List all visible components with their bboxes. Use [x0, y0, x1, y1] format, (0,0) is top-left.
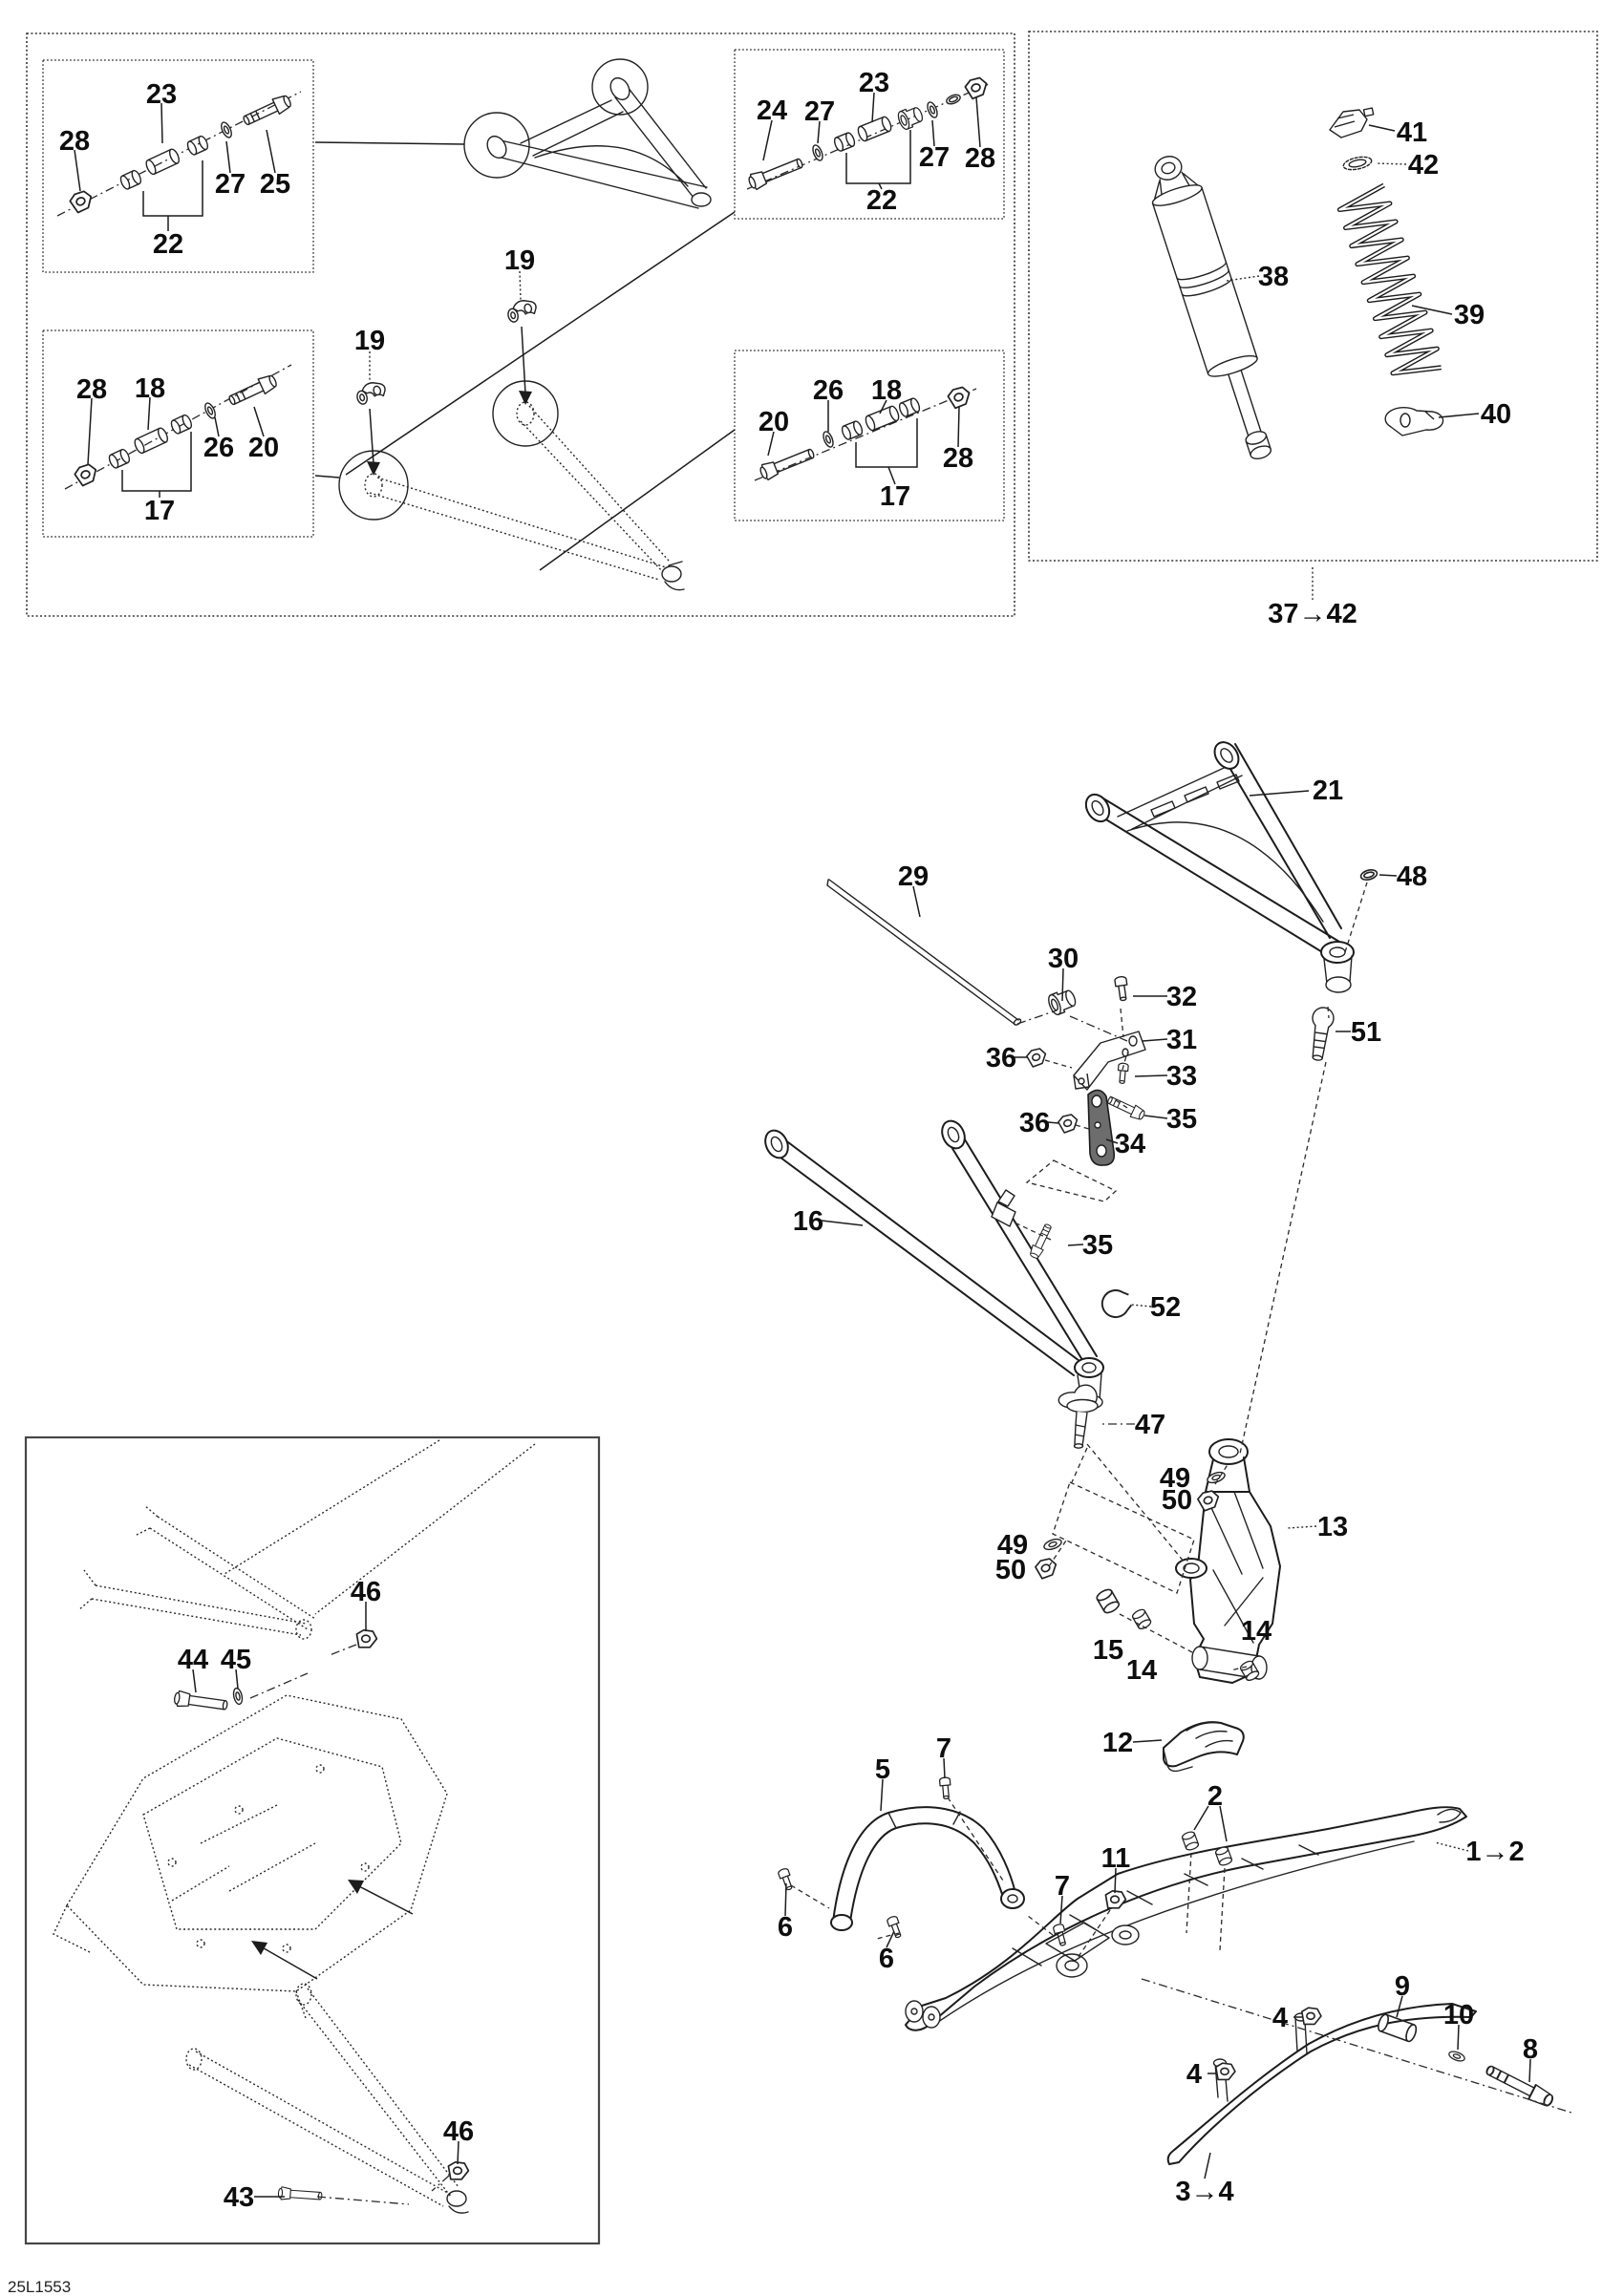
- part-label-36: 36: [985, 1043, 1017, 1074]
- part-label-52: 52: [1149, 1292, 1182, 1323]
- spacer-9: [1377, 2013, 1419, 2043]
- part-label-17: 17: [143, 496, 176, 526]
- lower-a-arm-top-left: [339, 381, 684, 590]
- nut-36b: [1058, 1113, 1080, 1134]
- nut-4a: [1302, 2008, 1321, 2024]
- part-label-32: 32: [1165, 982, 1198, 1012]
- nut-36a: [1026, 1047, 1049, 1068]
- part-label-17: 17: [879, 481, 911, 512]
- part-label-49: 49: [996, 1530, 1029, 1561]
- frame-lower-arm-ghost: [186, 1984, 468, 2213]
- part-label-36: 36: [1018, 1108, 1051, 1138]
- part-label-19: 19: [353, 326, 386, 356]
- bushing-15: [1095, 1587, 1121, 1615]
- part-label-46: 46: [442, 2116, 475, 2147]
- spring-cap: [1330, 108, 1374, 138]
- washer-45: [232, 1688, 244, 1705]
- part-label-26: 26: [812, 375, 844, 406]
- part-label-28: 28: [964, 143, 996, 174]
- part-label-49: 49: [1159, 1463, 1191, 1494]
- spring-adjuster-ring: [1342, 155, 1373, 172]
- part-label-13: 13: [1316, 1512, 1349, 1542]
- washer-10: [1448, 2050, 1466, 2063]
- part-label-24: 24: [756, 96, 788, 126]
- shock-panel: [1029, 32, 1597, 561]
- part-label-50: 50: [994, 1555, 1027, 1585]
- part-label-34: 34: [1114, 1129, 1146, 1159]
- upper-a-arm-top-left: [464, 59, 711, 208]
- part-label-8: 8: [1522, 2034, 1539, 2065]
- part-label-33: 33: [1165, 1061, 1198, 1092]
- part-label-28: 28: [942, 443, 974, 474]
- part-label-23: 23: [145, 79, 178, 110]
- tie-rod: [827, 880, 1022, 1026]
- bolt-8: [1484, 2062, 1555, 2109]
- part-label-21: 21: [1312, 776, 1344, 806]
- part-label-27: 27: [803, 96, 836, 127]
- screw-33: [1117, 1063, 1128, 1084]
- part-label-26: 26: [203, 433, 235, 463]
- part-label-27: 27: [918, 142, 951, 173]
- part-label-31: 31: [1165, 1025, 1198, 1055]
- part-label-50: 50: [1161, 1485, 1193, 1516]
- part-label-44: 44: [177, 1645, 209, 1675]
- part-label-23: 23: [858, 68, 890, 98]
- lower-a-arm: [761, 1117, 1103, 1409]
- part-label-51: 51: [1350, 1017, 1382, 1048]
- part-label-37→42: 37→42: [1268, 599, 1357, 629]
- part-label-14: 14: [1125, 1655, 1158, 1686]
- part-label-7: 7: [1054, 1871, 1071, 1902]
- part-label-15: 15: [1092, 1635, 1124, 1666]
- circlip-52: [1100, 1286, 1134, 1320]
- part-label-41: 41: [1396, 117, 1428, 148]
- part-label-3→4: 3→4: [1175, 2177, 1234, 2207]
- part-label-5: 5: [874, 1754, 891, 1785]
- part-label-35: 35: [1165, 1104, 1198, 1135]
- part-label-1→2: 1→2: [1465, 1837, 1525, 1867]
- nut-46a: [356, 1630, 376, 1648]
- panel-borders: [26, 32, 1597, 2243]
- nut-4b: [1216, 2063, 1235, 2079]
- bolt-32: [1115, 976, 1129, 1001]
- part-label-14: 14: [1240, 1616, 1272, 1647]
- ball-joint: [1058, 1385, 1098, 1448]
- part-label-20: 20: [247, 433, 280, 463]
- part-label-20: 20: [758, 407, 790, 437]
- part-label-47: 47: [1134, 1410, 1166, 1440]
- part-label-45: 45: [220, 1645, 252, 1675]
- bushing-14a: [1131, 1607, 1152, 1630]
- part-label-35: 35: [1081, 1230, 1114, 1261]
- coil-spring: [1336, 185, 1442, 382]
- part-label-7: 7: [935, 1733, 952, 1764]
- ski: [906, 1807, 1466, 2030]
- part-label-39: 39: [1453, 300, 1485, 330]
- part-label-48: 48: [1396, 861, 1428, 892]
- bolt-43: [278, 2187, 322, 2202]
- part-label-12: 12: [1101, 1728, 1134, 1758]
- part-label-43: 43: [223, 2182, 255, 2213]
- part-label-27: 27: [214, 169, 246, 200]
- axle-clamp-19b: [354, 380, 388, 406]
- part-label-6: 6: [777, 1912, 794, 1943]
- oring-48: [1359, 868, 1378, 882]
- spring-seat: [1385, 408, 1442, 436]
- part-label-10: 10: [1442, 2000, 1475, 2030]
- part-label-40: 40: [1480, 399, 1512, 430]
- part-label-25: 25: [259, 169, 291, 200]
- part-label-28: 28: [75, 374, 108, 405]
- axle-clamp-19a: [505, 298, 539, 324]
- part-label-18: 18: [870, 375, 903, 406]
- ball-stud-51: [1307, 1007, 1335, 1062]
- frame-arrows: [251, 1880, 413, 1979]
- wear-runner: [1168, 2004, 1476, 2164]
- part-label-30: 30: [1047, 944, 1079, 974]
- callout-layer: [59, 68, 1538, 2213]
- upper-left-panel: [27, 33, 1015, 616]
- part-label-6: 6: [878, 1944, 895, 1974]
- part-label-19: 19: [503, 245, 536, 276]
- frame-detail-panel: [26, 1437, 599, 2243]
- bolt-35b: [1028, 1222, 1054, 1260]
- part-label-22: 22: [865, 185, 898, 216]
- nut-50b: [1034, 1557, 1058, 1580]
- nut-11: [1105, 1891, 1125, 1908]
- part-label-4: 4: [1271, 2003, 1289, 2033]
- part-label-42: 42: [1407, 150, 1440, 181]
- nut-46b: [448, 2162, 468, 2179]
- bushing-2a: [1182, 1831, 1200, 1852]
- shock-absorber: [1141, 149, 1288, 465]
- rubber-stop: [1164, 1722, 1244, 1771]
- part-label-46: 46: [350, 1577, 382, 1607]
- frame-upper-arm-ghost: [78, 1440, 535, 1639]
- part-label-28: 28: [58, 126, 91, 157]
- diagram-code: 25L1553: [8, 2278, 72, 2296]
- part-label-18: 18: [134, 373, 166, 404]
- part-label-11: 11: [1100, 1843, 1131, 1874]
- steering-arm-bracket: [1074, 1031, 1145, 1090]
- bolt-44: [174, 1690, 228, 1713]
- part-label-4: 4: [1186, 2059, 1203, 2090]
- part-label-29: 29: [897, 861, 930, 892]
- part-label-2: 2: [1207, 1781, 1224, 1812]
- frame-bulkhead: [53, 1695, 447, 2018]
- part-label-22: 22: [152, 229, 184, 260]
- bolt-7a: [939, 1777, 951, 1799]
- part-label-38: 38: [1257, 262, 1290, 292]
- ski-handle: [831, 1807, 1024, 1930]
- part-label-16: 16: [792, 1206, 824, 1237]
- leader-lines: [75, 93, 1571, 2204]
- part-label-9: 9: [1394, 1971, 1411, 2002]
